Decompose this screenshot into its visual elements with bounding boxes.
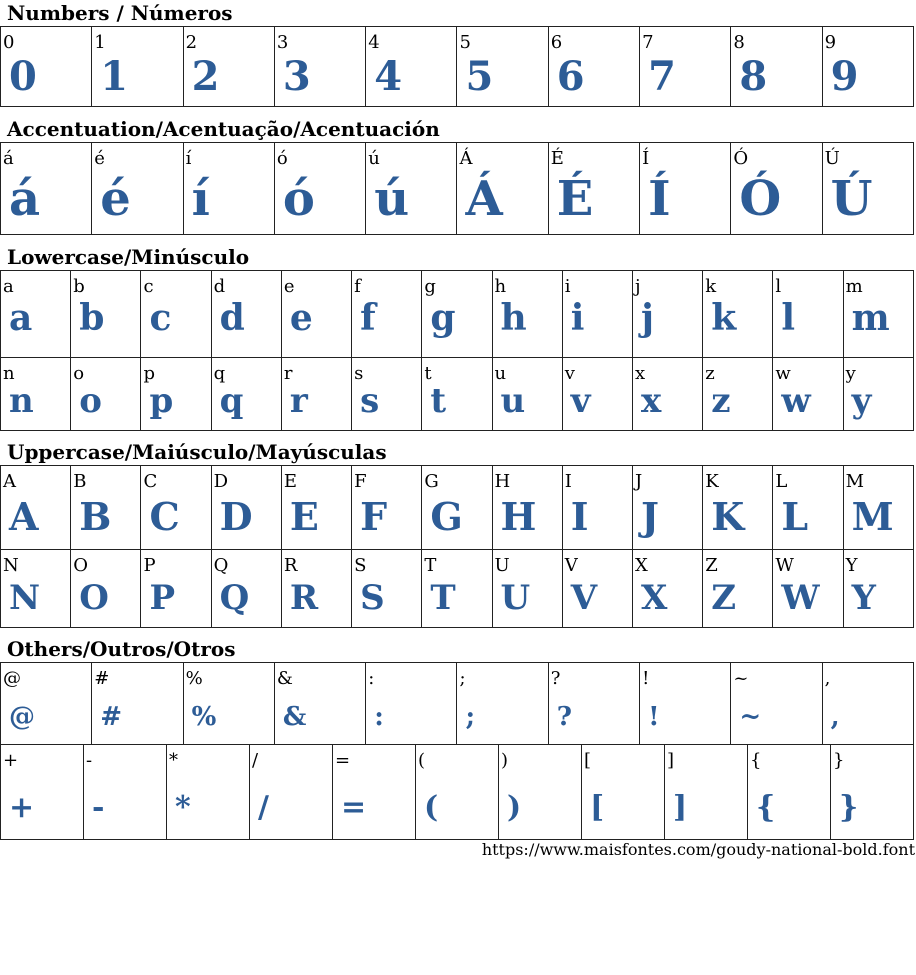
char-label: c (143, 276, 154, 297)
char-label: A (3, 471, 16, 492)
char-cell (141, 271, 211, 358)
char-cell (492, 271, 562, 358)
char-label: 4 (368, 32, 380, 53)
lowercase-row-1 (0, 357, 914, 431)
char-label: Ó (733, 148, 749, 169)
char-cell (281, 358, 351, 431)
char-cell (822, 27, 913, 107)
char-glyph: # (100, 702, 123, 733)
char-label: t (424, 363, 432, 384)
char-glyph: ~ (739, 702, 762, 733)
char-label: d (213, 276, 226, 297)
char-glyph: M (851, 493, 894, 539)
char-label: E (283, 471, 298, 492)
char-glyph: 3 (282, 53, 311, 100)
char-label: C (143, 471, 158, 492)
char-label: x (634, 363, 646, 384)
char-label: m (845, 276, 863, 297)
char-cell (167, 745, 250, 840)
char-glyph: [ (590, 790, 605, 825)
char-glyph: 4 (374, 53, 403, 100)
uppercase-row-0 (0, 465, 914, 550)
char-cell (703, 358, 773, 431)
char-label: + (3, 750, 19, 771)
char-cell (831, 745, 914, 840)
char-label: z (705, 363, 715, 384)
char-cell (582, 745, 665, 840)
char-glyph: é (100, 170, 131, 227)
char-glyph: e (289, 297, 313, 340)
char-glyph: U (500, 577, 531, 618)
char-cell (416, 745, 499, 840)
char-glyph: = (341, 790, 367, 825)
char-glyph: P (149, 577, 176, 618)
char-label: h (494, 276, 507, 297)
char-label: í (185, 148, 192, 169)
char-glyph: & (282, 702, 307, 733)
char-cell (773, 466, 843, 550)
char-glyph: V (570, 577, 598, 618)
char-label: % (185, 668, 203, 689)
char-label: 9 (824, 32, 837, 53)
char-label: # (94, 668, 110, 689)
char-label: [ (584, 750, 592, 771)
char-label: P (143, 555, 156, 576)
char-cell (562, 550, 632, 628)
char-glyph: J (640, 493, 659, 539)
char-label: L (775, 471, 788, 492)
char-cell (548, 143, 639, 235)
char-glyph: í (191, 170, 210, 227)
char-label: e (283, 276, 295, 297)
section-title-others: Others/Outros/Otros (7, 637, 236, 661)
char-cell (822, 663, 913, 745)
section-title-numbers: Numbers / Números (7, 1, 233, 25)
char-glyph: L (781, 493, 809, 539)
char-glyph: , (830, 702, 840, 733)
char-glyph: R (289, 577, 319, 618)
char-cell (703, 550, 773, 628)
char-glyph: } (839, 790, 859, 825)
char-glyph: n (9, 380, 34, 421)
char-cell (366, 663, 457, 745)
char-glyph: : (374, 702, 384, 733)
footer-url: https://www.maisfontes.com/goudy-national-bold.font (481, 840, 915, 859)
char-glyph: q (219, 380, 244, 421)
char-cell (84, 745, 167, 840)
char-cell (281, 550, 351, 628)
char-glyph: Í (648, 170, 671, 227)
char-label: r (283, 363, 293, 384)
char-glyph: p (149, 380, 174, 421)
char-glyph: v (570, 380, 591, 421)
char-cell (211, 358, 281, 431)
char-cell (843, 358, 913, 431)
lowercase-row-0 (0, 270, 914, 358)
char-label: & (276, 668, 293, 689)
char-label: 0 (3, 32, 15, 53)
char-cell (492, 358, 562, 431)
char-glyph: B (79, 493, 112, 539)
char-cell (71, 271, 141, 358)
char-glyph: G (430, 493, 463, 539)
char-glyph: 6 (556, 53, 585, 100)
char-label: 1 (94, 32, 106, 53)
char-cell (281, 271, 351, 358)
char-cell (632, 466, 702, 550)
char-cell (422, 271, 492, 358)
char-cell (1, 358, 71, 431)
char-label: ~ (733, 668, 749, 689)
char-label: ó (276, 148, 288, 169)
char-label: ! (642, 668, 650, 689)
char-cell (92, 663, 183, 745)
char-glyph: S (360, 577, 385, 618)
char-glyph: K (711, 493, 745, 539)
char-label: 6 (550, 32, 563, 53)
char-cell (665, 745, 748, 840)
char-cell (183, 27, 274, 107)
char-label: G (424, 471, 439, 492)
char-glyph: ) (507, 790, 522, 825)
char-glyph: g (430, 297, 456, 340)
char-glyph: H (500, 493, 537, 539)
char-label: b (73, 276, 85, 297)
char-glyph: ! (648, 702, 660, 733)
char-cell (250, 745, 333, 840)
char-glyph: { (756, 790, 776, 825)
char-label: 7 (642, 32, 654, 53)
char-label: Z (705, 555, 718, 576)
char-glyph: i (570, 297, 585, 340)
char-label: O (73, 555, 88, 576)
char-glyph: á (9, 170, 41, 227)
char-label: s (354, 363, 364, 384)
char-cell (640, 27, 731, 107)
char-label: J (634, 471, 643, 492)
char-cell (274, 27, 365, 107)
char-cell (640, 663, 731, 745)
char-label: Í (642, 148, 650, 169)
char-cell (366, 143, 457, 235)
char-cell (352, 358, 422, 431)
char-cell (352, 271, 422, 358)
char-cell (422, 466, 492, 550)
char-glyph: + (9, 790, 35, 825)
char-label: l (775, 276, 782, 297)
char-cell (71, 358, 141, 431)
char-glyph: C (149, 493, 180, 539)
char-cell (843, 466, 913, 550)
char-cell (731, 143, 822, 235)
char-glyph: j (640, 297, 654, 340)
char-cell (1, 27, 92, 107)
char-label: T (424, 555, 437, 576)
char-glyph: k (711, 297, 737, 340)
char-cell (1, 550, 71, 628)
char-label: F (354, 471, 367, 492)
char-label: X (634, 555, 648, 576)
char-cell (183, 663, 274, 745)
accents-row-0 (0, 142, 914, 235)
char-label: - (86, 750, 93, 771)
char-glyph: * (175, 790, 191, 825)
char-cell (773, 550, 843, 628)
char-cell (457, 663, 548, 745)
char-label: Y (845, 555, 858, 576)
char-label: u (494, 363, 507, 384)
char-label: 3 (276, 32, 289, 53)
char-cell (492, 466, 562, 550)
char-cell (640, 143, 731, 235)
char-label: H (494, 471, 511, 492)
char-cell (1, 466, 71, 550)
char-glyph: F (360, 493, 388, 539)
char-label: ? (550, 668, 561, 689)
char-cell (141, 550, 211, 628)
char-label: * (169, 750, 178, 771)
char-glyph: a (9, 297, 33, 340)
char-glyph: N (9, 577, 41, 618)
char-label: v (564, 363, 575, 384)
char-cell (822, 143, 913, 235)
char-glyph: Z (711, 577, 737, 618)
char-glyph: 2 (191, 53, 220, 100)
char-label: N (3, 555, 19, 576)
char-cell (211, 550, 281, 628)
char-cell (632, 550, 702, 628)
char-cell (352, 466, 422, 550)
char-label: M (845, 471, 865, 492)
char-label: 8 (733, 32, 745, 53)
char-glyph: 9 (830, 53, 859, 100)
char-label: U (494, 555, 510, 576)
char-glyph: Ó (739, 170, 782, 227)
char-glyph: X (640, 577, 668, 618)
char-cell (548, 27, 639, 107)
char-cell (703, 466, 773, 550)
char-label: ] (667, 750, 675, 771)
char-label: a (3, 276, 14, 297)
char-glyph: I (570, 493, 589, 539)
char-cell (92, 27, 183, 107)
char-glyph: ; (465, 702, 476, 733)
char-glyph: l (781, 297, 796, 340)
char-label: 5 (459, 32, 471, 53)
section-title-lowercase: Lowercase/Minúsculo (7, 245, 250, 269)
char-glyph: f (360, 297, 376, 340)
char-glyph: - (92, 790, 105, 825)
char-label: I (564, 471, 572, 492)
char-glyph: z (711, 380, 731, 421)
char-cell (333, 745, 416, 840)
char-cell (457, 143, 548, 235)
char-glyph: h (500, 297, 527, 340)
char-cell (457, 27, 548, 107)
char-cell (422, 550, 492, 628)
char-glyph: % (191, 702, 217, 733)
char-glyph: c (149, 297, 172, 340)
char-cell (1, 143, 92, 235)
char-label: Á (459, 148, 473, 169)
char-cell (548, 663, 639, 745)
char-cell (183, 143, 274, 235)
char-label: R (283, 555, 298, 576)
uppercase-row-1 (0, 549, 914, 628)
char-label: W (775, 555, 794, 576)
char-glyph: ? (556, 702, 573, 733)
char-cell (632, 271, 702, 358)
char-label: g (424, 276, 436, 297)
char-glyph: Á (465, 170, 503, 227)
char-glyph: ú (374, 170, 410, 227)
char-glyph: A (9, 493, 39, 539)
char-glyph: b (79, 297, 105, 340)
char-cell (843, 550, 913, 628)
char-cell (274, 663, 365, 745)
char-label: V (564, 555, 578, 576)
char-label: D (213, 471, 229, 492)
char-cell (92, 143, 183, 235)
char-glyph: d (219, 297, 245, 340)
char-cell (281, 466, 351, 550)
char-label: i (564, 276, 571, 297)
char-glyph: W (781, 577, 820, 618)
char-label: y (845, 363, 856, 384)
char-cell (731, 27, 822, 107)
char-label: Ú (824, 148, 840, 169)
char-glyph: E (289, 493, 319, 539)
char-cell (211, 466, 281, 550)
char-cell (773, 358, 843, 431)
char-cell (562, 466, 632, 550)
char-label: o (73, 363, 85, 384)
char-label: p (143, 363, 155, 384)
char-cell (492, 550, 562, 628)
char-glyph: / (258, 790, 269, 825)
char-cell (211, 271, 281, 358)
char-cell (562, 358, 632, 431)
char-label: n (3, 363, 15, 384)
numbers-row-0 (0, 26, 914, 107)
char-label: S (354, 555, 367, 576)
char-cell (1, 663, 92, 745)
char-label: é (94, 148, 105, 169)
char-label: @ (3, 668, 21, 689)
char-glyph: x (640, 380, 662, 421)
char-glyph: 0 (9, 53, 37, 100)
char-glyph: Y (851, 577, 876, 618)
char-cell (71, 550, 141, 628)
char-cell (71, 466, 141, 550)
char-glyph: ( (424, 790, 439, 825)
char-glyph: @ (9, 702, 35, 733)
char-cell (352, 550, 422, 628)
char-cell (366, 27, 457, 107)
char-glyph: y (851, 380, 872, 421)
char-cell (422, 358, 492, 431)
char-cell (141, 466, 211, 550)
char-cell (843, 271, 913, 358)
char-glyph: w (781, 380, 811, 421)
char-label: ú (368, 148, 380, 169)
char-glyph: m (851, 297, 890, 340)
char-label: Q (213, 555, 229, 576)
char-glyph: Q (219, 577, 250, 618)
char-label: 2 (185, 32, 198, 53)
char-glyph: 7 (648, 53, 676, 100)
char-label: } (833, 750, 845, 771)
char-label: K (705, 471, 719, 492)
char-cell (1, 271, 71, 358)
char-glyph: T (430, 577, 456, 618)
char-label: { (750, 750, 762, 771)
char-cell (274, 143, 365, 235)
section-title-uppercase: Uppercase/Maiúsculo/Mayúsculas (7, 440, 387, 464)
char-label: ; (459, 668, 466, 689)
char-label: = (335, 750, 351, 771)
char-label: k (705, 276, 717, 297)
char-cell (731, 663, 822, 745)
char-glyph: D (219, 493, 253, 539)
char-label: É (550, 148, 564, 169)
char-cell (632, 358, 702, 431)
char-glyph: t (430, 380, 447, 421)
char-label: j (634, 276, 641, 297)
char-glyph: 1 (100, 53, 129, 100)
char-label: f (354, 276, 361, 297)
char-glyph: ] (673, 790, 688, 825)
char-cell (1, 745, 84, 840)
char-glyph: Ú (830, 170, 873, 227)
char-glyph: O (79, 577, 109, 618)
char-glyph: 5 (465, 53, 494, 100)
char-label: á (3, 148, 14, 169)
char-cell (499, 745, 582, 840)
char-label: w (775, 363, 791, 384)
section-title-accents: Accentuation/Acentuação/Acentuación (7, 117, 440, 141)
char-label: / (252, 750, 259, 771)
char-glyph: o (79, 380, 102, 421)
char-label: ) (501, 750, 509, 771)
char-label: ( (418, 750, 426, 771)
char-cell (141, 358, 211, 431)
char-glyph: ó (282, 170, 315, 227)
char-glyph: u (500, 380, 526, 421)
char-glyph: r (289, 380, 308, 421)
char-label: B (73, 471, 87, 492)
others-row-1 (0, 744, 914, 840)
char-cell (562, 271, 632, 358)
char-cell (703, 271, 773, 358)
char-label: , (824, 668, 831, 689)
char-cell (773, 271, 843, 358)
others-row-0 (0, 662, 914, 745)
char-label: : (368, 668, 375, 689)
char-cell (748, 745, 831, 840)
char-glyph: É (556, 170, 594, 227)
char-glyph: 8 (739, 53, 768, 100)
char-glyph: s (360, 380, 380, 421)
char-label: q (213, 363, 226, 384)
